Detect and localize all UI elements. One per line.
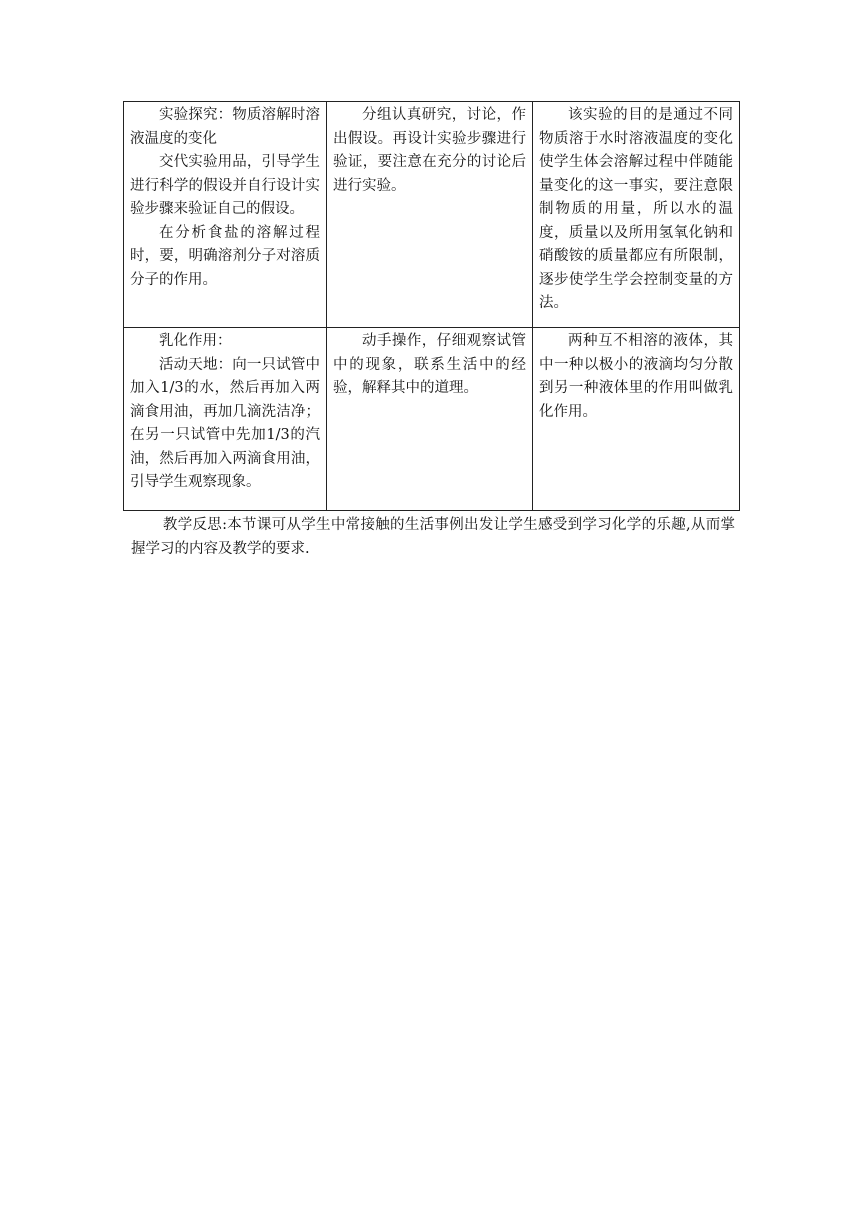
cell-paragraph: 实验探究：物质溶解时溶液温度的变化 [130, 107, 320, 147]
cell-paragraph: 乳化作用： [159, 333, 232, 349]
cell-paragraph: 在分析食盐的溶解过程时，要，明确溶剂分子对溶质分子的作用。 [130, 224, 320, 288]
cell-paragraph: 两种互不相溶的液体，其中一种以极小的液滴均匀分散到另一种液体里的作用叫做乳化作用。 [539, 333, 733, 420]
table-row [124, 102, 740, 328]
student-activity-cell [327, 328, 533, 511]
teaching-reflection: 教学反思:本节课可从学生中常接触的生活事例出发让学生感受到学习化学的乐趣,从而掌握学习的内容及教学的要求. [131, 517, 735, 557]
lesson-table [123, 101, 740, 511]
table-row [124, 328, 740, 511]
design-intent-cell [533, 328, 740, 511]
teacher-activity-cell [124, 102, 327, 328]
cell-paragraph: 动手操作，仔细观察试管中的现象，联系生活中的经验，解释其中的道理。 [333, 333, 526, 396]
teacher-activity-cell [124, 328, 327, 511]
student-activity-cell [327, 102, 533, 328]
cell-paragraph: 交代实验用品，引导学生进行科学的假设并自行设计实验步骤来验证自己的假设。 [130, 154, 320, 217]
cell-paragraph: 活动天地：向一只试管中加入1/3的水，然后再加入两滴食用油，再加几滴洗洁净；在另一只试管中先加1/3的汽油，然后再加入两滴食用油，引导学生观察现象。 [130, 356, 320, 490]
cell-paragraph: 分组认真研究，讨论，作出假设。再设计实验步骤进行验证，要注意在充分的讨论后进行实验。 [333, 107, 526, 194]
cell-paragraph: 该实验的目的是通过不同物质溶于水时溶液温度的变化使学生体会溶解过程中伴随能量变化的这一事实，要注意限制物质的用量，所以水的温度，质量以及所用氢氧化钠和硝酸铵的质量都应有所限制，逐步使学生学会控制变量的方法。 [539, 107, 733, 311]
design-intent-cell [533, 102, 740, 328]
